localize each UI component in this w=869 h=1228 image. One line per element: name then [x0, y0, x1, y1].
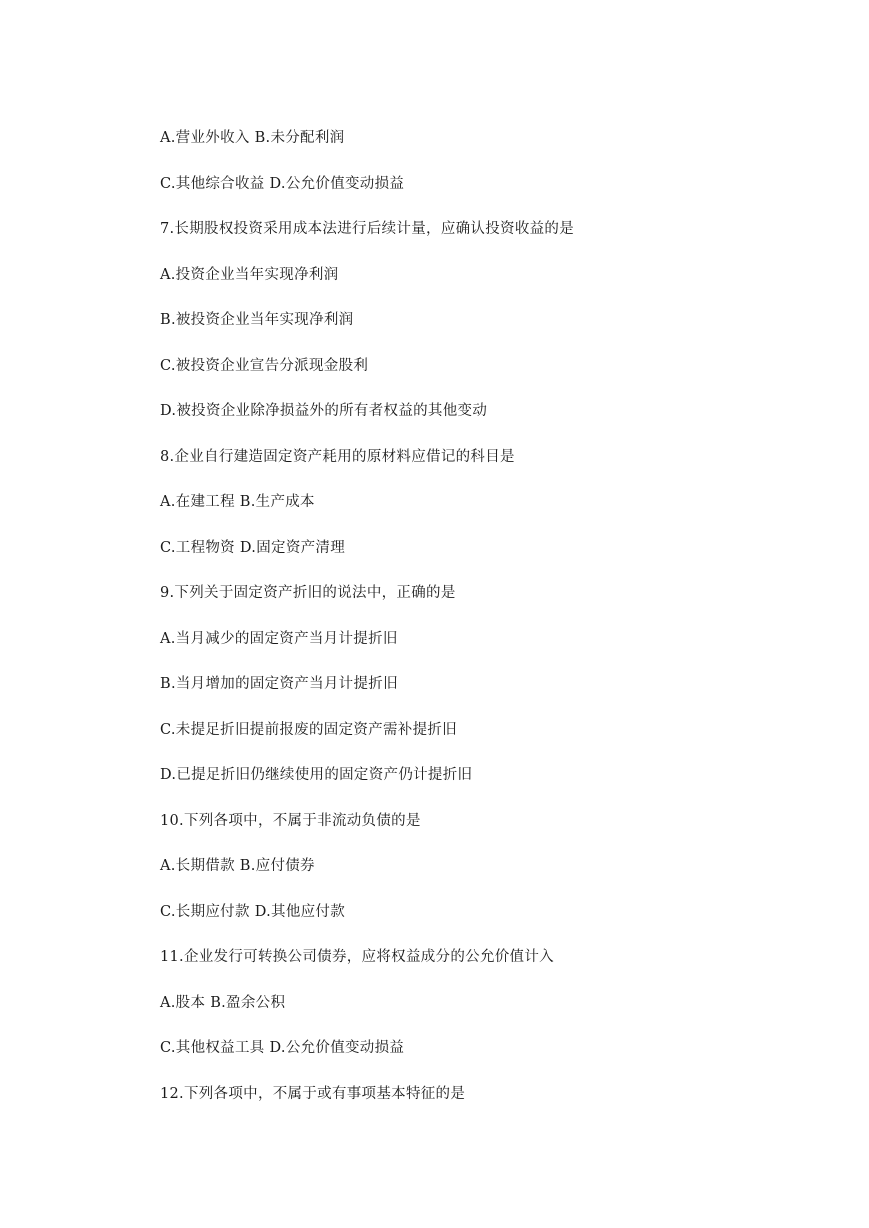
answer-option: B.当月增加的固定资产当月计提折旧	[160, 676, 398, 692]
answer-option: D.被投资企业除净损益外的所有者权益的其他变动	[160, 403, 488, 419]
question-stem: 10.下列各项中，不属于非流动负债的是	[160, 812, 421, 829]
answer-option: A.长期借款 B.应付债券	[160, 858, 315, 874]
answer-option: B.被投资企业当年实现净利润	[160, 312, 354, 328]
text-line: A.营业外收入 B.未分配利润	[160, 130, 345, 146]
answer-option: C.其他权益工具 D.公允价值变动损益	[160, 1040, 405, 1056]
text-line: C.其他综合收益 D.公允价值变动损益	[160, 175, 405, 192]
question-stem: 9.下列关于固定资产折旧的说法中，正确的是	[160, 585, 456, 601]
question-text-block	[160, 124, 574, 1125]
question-stem: 8.企业自行建造固定资产耗用的原材料应借记的科目是	[160, 448, 515, 465]
answer-option: C.被投资企业宣告分派现金股利	[160, 357, 369, 374]
answer-option: A.投资企业当年实现净利润	[160, 266, 339, 283]
answer-option: C.工程物资 D.固定资产清理	[160, 539, 346, 556]
answer-option: A.股本 B.盈余公积	[160, 994, 286, 1011]
answer-option: C.未提足折旧提前报废的固定资产需补提折旧	[160, 721, 457, 738]
answer-option: A.在建工程 B.生产成本	[160, 494, 315, 510]
question-stem: 12.下列各项中，不属于或有事项基本特征的是	[160, 1085, 466, 1102]
answer-option: A.当月减少的固定资产当月计提折旧	[160, 630, 398, 647]
answer-option: D.已提足折旧仍继续使用的固定资产仍计提折旧	[160, 767, 473, 783]
question-stem: 11.企业发行可转换公司债券，应将权益成分的公允价值计入	[160, 949, 554, 965]
answer-option: C.长期应付款 D.其他应付款	[160, 903, 346, 920]
question-stem: 7.长期股权投资采用成本法进行后续计量，应确认投资收益的是	[160, 221, 575, 237]
